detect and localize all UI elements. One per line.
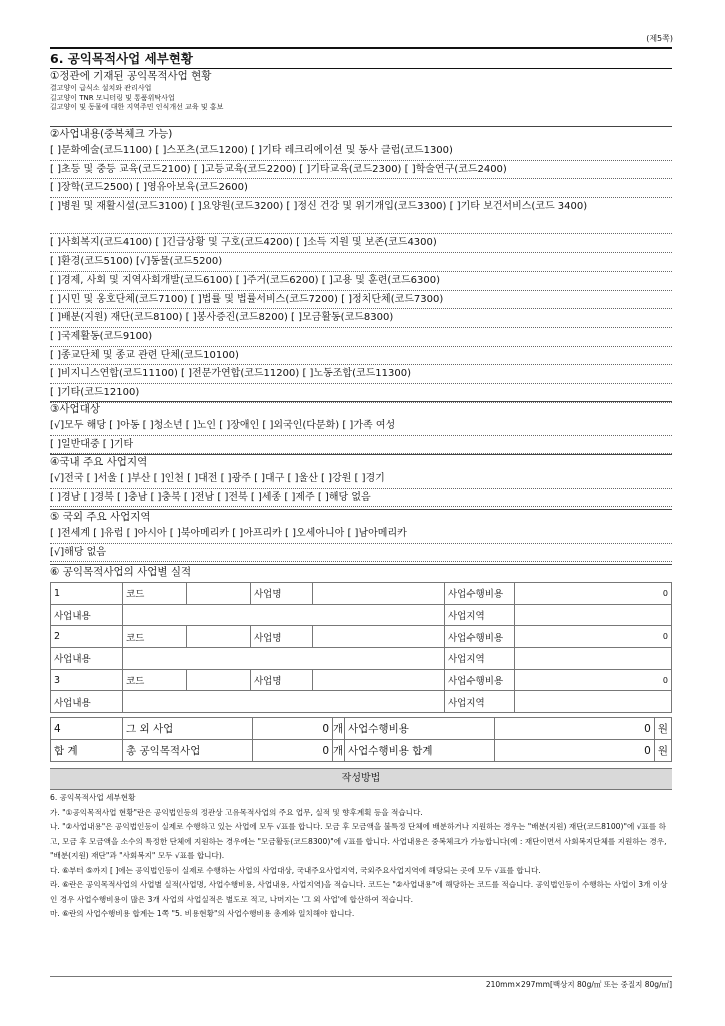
content-value[interactable]	[123, 648, 445, 670]
method-header: 작성방법	[50, 768, 672, 790]
content-value[interactable]	[123, 604, 445, 626]
checkbox-line[interactable]: [ ]초등 및 중등 교육(코드2100) [ ]고등교육(코드2200) [ ]기타교육(코드2300) [ ]학술연구(코드2400)	[50, 161, 672, 180]
code-value[interactable]	[187, 626, 251, 648]
other-count[interactable]: 0	[253, 718, 333, 740]
content-label: 사업내용	[51, 648, 123, 670]
cost-label: 사업수행비용	[445, 626, 515, 648]
method-paragraph: 다. ⑥부터 ⑤까지 [ ]에는 공익법인등이 실제로 수행하는 사업의 사업대상, 국내주요사업지역, 국외주요사업지역에 해당되는 곳에 모두 √표를 합니다.	[50, 865, 541, 875]
summary-table	[50, 717, 672, 762]
region-label: 사업지역	[445, 604, 515, 626]
table-row	[51, 691, 672, 713]
region-value[interactable]	[515, 648, 672, 670]
checkbox-line[interactable]: [√]모두 해당 [ ]아동 [ ]청소년 [ ]노인 [ ]장애인 [ ]외국인(다문화) [ ]가족 여성	[50, 417, 672, 436]
checkbox-line[interactable]: [ ]문화예술(코드1100) [ ]스포츠(코드1200) [ ]기타 레크리에이션 및 동사 클럽(코드1300)	[50, 142, 672, 161]
page-number: (제5쪽)	[646, 34, 673, 43]
cost-label: 사업수행비용	[445, 669, 515, 691]
other-cost-label: 사업수행비용	[345, 718, 495, 740]
section-title: 6. 공익목적사업 세부현황	[50, 47, 672, 69]
won-unit: 원	[654, 740, 671, 762]
checkbox-line[interactable]: [ ]환경(코드5100) [√]동물(코드5200)	[50, 253, 672, 272]
section-4	[50, 454, 672, 507]
method-body	[50, 791, 672, 922]
checkbox-line[interactable]: [ ]일반대중 [ ]기타	[50, 436, 672, 455]
method-paragraph: 나. "②사업내용"은 공익법인등이 실제로 수행하고 있는 사업에 모두 √표를 합니다. 모금 후 모금액을 불특정 단체에 배분하거나 지원하는 경우는 "배분(지원) 재단(코드8100)"에 √표를 하고, 모금 후 모금액을 소수의 특정한 단체에 지원하는 경우에는 "모금활동(코드8300)"에 √표를 합니다. 사업내용은 중복체크가 가능합니다(예 : 재단이면서 사회복지단체를 지원하는 경우, "배분(지원) 재단"과 "사회복지" 모두 √표를 합니다).	[50, 822, 667, 860]
code-label: 코드	[123, 626, 187, 648]
s1-line: 길고양이 TNR 모니터링 및 통품위탁사업	[50, 93, 175, 102]
region-label: 사업지역	[445, 648, 515, 670]
other-cost[interactable]: 0	[495, 718, 655, 740]
section-3-header: ③사업대상	[50, 401, 672, 417]
section-2	[50, 126, 672, 403]
cost-value[interactable]: 0	[515, 669, 672, 691]
paper-spec-footer: 210mm×297mm[백상지 80g/㎡ 또는 중질지 80g/㎡]	[50, 976, 672, 990]
cost-value[interactable]: 0	[515, 626, 672, 648]
checkbox-line[interactable]: [ ]종교단체 및 종교 관련 단체(코드10100)	[50, 347, 672, 366]
s1-line: 길고양이 및 동물에 대한 지역주민 인식개선 교육 및 홍보	[50, 103, 224, 111]
checkbox-line[interactable]: [ ]경남 [ ]경북 [ ]충남 [ ]충북 [ ]전남 [ ]전북 [ ]세종 [ ]제주 [ ]해당 없음	[50, 489, 672, 508]
total-cost[interactable]: 0	[495, 740, 655, 762]
region-label: 사업지역	[445, 691, 515, 713]
name-label: 사업명	[251, 669, 313, 691]
other-label: 그 외 사업	[123, 718, 253, 740]
table-row	[51, 648, 672, 670]
name-label: 사업명	[251, 583, 313, 605]
cost-label: 사업수행비용	[445, 583, 515, 605]
performance-table	[50, 582, 672, 713]
code-value[interactable]	[187, 669, 251, 691]
section-6	[50, 564, 672, 580]
content-label: 사업내용	[51, 691, 123, 713]
total-business-label: 총 공익목적사업	[123, 740, 253, 762]
table-row	[51, 583, 672, 605]
table-row	[51, 604, 672, 626]
region-value[interactable]	[515, 604, 672, 626]
won-unit: 원	[654, 718, 671, 740]
checkbox-line[interactable]: [ ]배분(지원) 재단(코드8100) [ ]봉사증진(코드8200) [ ]모금활동(코드8300)	[50, 309, 672, 328]
count-unit: 개	[333, 718, 345, 740]
s1-line: 결고양이 급식소 설치와 관리사업	[50, 84, 152, 92]
section-2-header: ②사업내용(중복체크 가능)	[50, 126, 672, 142]
checkbox-line[interactable]: [ ]전세계 [ ]유럽 [ ]아시아 [ ]북아메리카 [ ]아프리카 [ ]오세아니아 [ ]남아메리카	[50, 525, 672, 544]
cost-value[interactable]: 0	[515, 583, 672, 605]
checkbox-line[interactable]: [ ]국제활동(코드9100)	[50, 328, 672, 347]
count-unit: 개	[333, 740, 345, 762]
region-value[interactable]	[515, 691, 672, 713]
name-value[interactable]	[313, 583, 445, 605]
total-label: 합 계	[51, 740, 123, 762]
section-4-header: ④국내 주요 사업지역	[50, 454, 672, 470]
table-row	[51, 626, 672, 648]
checkbox-line[interactable]: [ ]시민 및 옹호단체(코드7100) [ ]법률 및 법률서비스(코드7200) [ ]정치단체(코드7300)	[50, 291, 672, 310]
section-1-header: ①정관에 기재된 공익목적사업 현황	[50, 70, 212, 82]
checkbox-line[interactable]: [ ]비지니스연합(코드11100) [ ]전문가연합(코드11200) [ ]노동조합(코드11300)	[50, 365, 672, 384]
code-value[interactable]	[187, 583, 251, 605]
code-label: 코드	[123, 669, 187, 691]
code-label: 코드	[123, 583, 187, 605]
checkbox-line[interactable]: [√]전국 [ ]서울 [ ]부산 [ ]인천 [ ]대전 [ ]광주 [ ]대구 [ ]울산 [ ]강원 [ ]경기	[50, 470, 672, 489]
section-5-header: ⑤ 국외 주요 사업지역	[50, 509, 672, 525]
checkbox-line[interactable]: [√]해당 없음	[50, 544, 672, 563]
checkbox-line[interactable]: [ ]장학(코드2500) [ ]영유아보육(코드2600)	[50, 179, 672, 198]
checkbox-line[interactable]: [ ]병원 및 재활시설(코드3100) [ ]요양원(코드3200) [ ]정신 건강 및 위기개입(코드3300) [ ]기타 보건서비스(코드 3400)	[50, 198, 672, 234]
other-number: 4	[51, 718, 123, 740]
row-number: 3	[51, 669, 123, 691]
checkbox-line[interactable]: [ ]사회복지(코드4100) [ ]긴급상황 및 구호(코드4200) [ ]소득 지원 및 보존(코드4300)	[50, 234, 672, 253]
table-row	[51, 718, 672, 740]
method-paragraph: 6. 공익목적사업 세부현황	[50, 793, 136, 802]
section-1	[50, 69, 672, 113]
content-label: 사업내용	[51, 604, 123, 626]
section-6-header: ⑥ 공익목적사업의 사업별 실적	[50, 564, 672, 580]
method-paragraph: 마. ⑥란의 사업수행비용 합계는 1쪽 "5. 비용현황"의 사업수행비용 총계와 일치해야 합니다.	[50, 909, 355, 918]
method-paragraph: 라. ⑥란은 공익목적사업의 사업별 실적(사업명, 사업수행비용, 사업내용, 사업지역)을 적습니다. 코드는 "②사업내용"에 해당하는 코드를 적습니다. 공익법인등이 수행하는 사업이 3개 이상인 경우 사업수행비용이 많은 3개 사업의 사업실적은 별도로 적고, 나머지는 '그 외 사업'에 합산하여 적습니다.	[50, 880, 668, 904]
name-value[interactable]	[313, 626, 445, 648]
total-count[interactable]: 0	[253, 740, 333, 762]
total-cost-label: 사업수행비용 합계	[345, 740, 495, 762]
row-number: 2	[51, 626, 123, 648]
table-row	[51, 669, 672, 691]
method-paragraph: 가. "①공익목적사업 현황"란은 공익법인등의 정관상 고유목적사업의 주요 업무, 실적 및 향후계획 등을 적습니다.	[50, 807, 423, 817]
content-value[interactable]	[123, 691, 445, 713]
row-number: 1	[51, 583, 123, 605]
section-3	[50, 401, 672, 454]
table-row	[51, 740, 672, 762]
name-label: 사업명	[251, 626, 313, 648]
section-5	[50, 509, 672, 562]
checkbox-line[interactable]: [ ]기타(코드12100)	[50, 384, 672, 403]
name-value[interactable]	[313, 669, 445, 691]
checkbox-line[interactable]: [ ]경제, 사회 및 지역사회개발(코드6100) [ ]주거(코드6200) [ ]고용 및 훈련(코드6300)	[50, 272, 672, 291]
